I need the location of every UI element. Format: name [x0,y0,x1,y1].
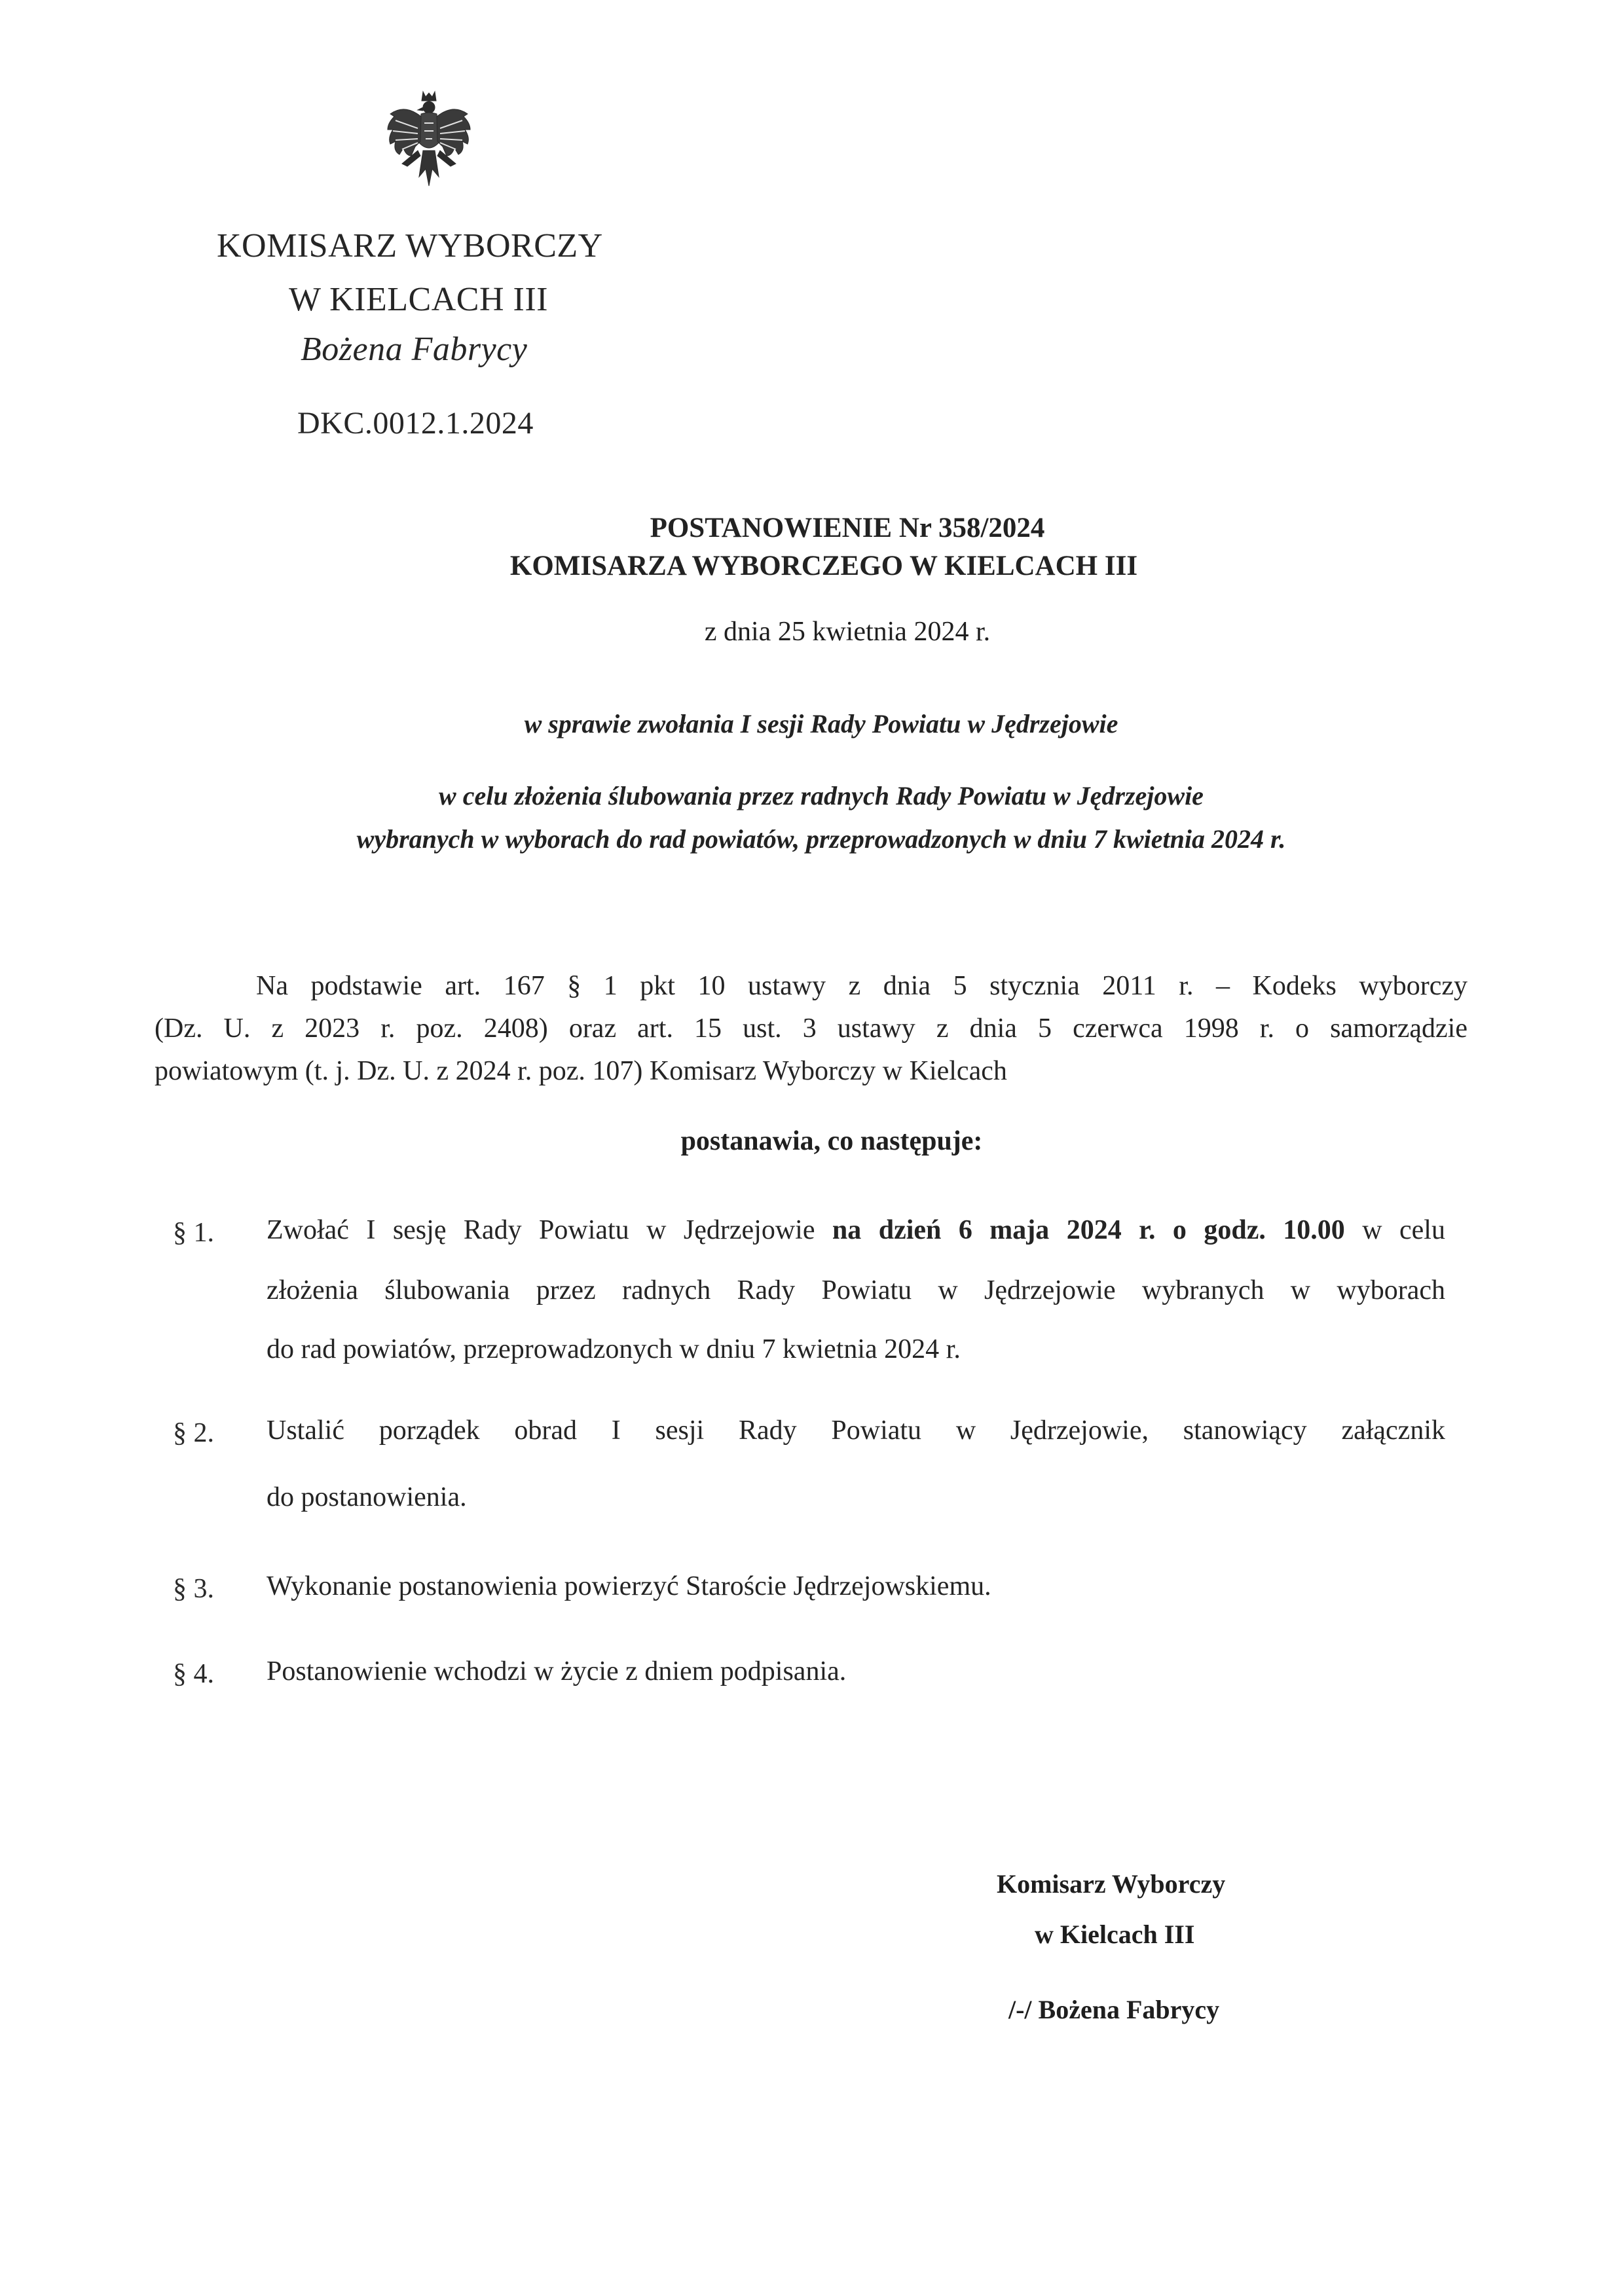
resolution-issuer: KOMISARZA WYBORCZEGO W KIELCACH III [509,551,1138,581]
section-4-number: § 4. [173,1659,214,1689]
section-1-text: Zwołać I sesję Rady Powiatu w Jędrzejowie [267,1215,832,1245]
legal-basis-paragraph [155,965,1467,1093]
legal-basis-line: powiatowym (t. j. Dz. U. z 2024 r. poz. 107) Komisarz Wyborczy w Kielcach [155,1056,1007,1086]
section-1-line-3: do rad powiatów, przeprowadzonych w dniu 7 kwietnia 2024 r. [267,1334,961,1364]
section-4-line-1: Postanowienie wchodzi w życie z dniem podpisania. [267,1656,847,1686]
resolution-date: z dnia 25 kwietnia 2024 r. [704,617,991,647]
legal-basis-line: Na podstawie art. 167 § 1 pkt 10 ustawy z dnia 5 stycznia 2011 r. – Kodeks wyborczy [256,971,1467,1001]
commissioner-name: Bożena Fabrycy [301,331,528,368]
reference-number: DKC.0012.1.2024 [297,406,534,441]
subject-line-1: w sprawie zwołania I sesji Rady Powiatu w Jędrzejowie [524,709,1118,738]
subject-line-2: w celu złożenia ślubowania przez radnych Rady Powiatu w Jędrzejowie [439,781,1204,811]
section-3-line-1: Wykonanie postanowienia powierzyć Staroście Jędrzejowskiemu. [267,1571,991,1601]
authority-name-line-2: W KIELCACH III [289,281,548,318]
legal-basis-line: (Dz. U. z 2023 r. poz. 2408) oraz art. 15 ust. 3 ustawy z dnia 5 czerwca 1998 r. o samorządzie [155,1013,1467,1044]
section-1-line-1 [267,1216,1445,1244]
session-date-time: na dzień 6 maja 2024 r. o godz. 10.00 [832,1215,1345,1245]
section-1-text-end: w celu [1344,1215,1445,1245]
section-3-number: § 3. [173,1574,214,1604]
section-2-line-2: do postanowienia. [267,1482,467,1512]
subject-line-3: wybranych w wyborach do rad powiatów, przeprowadzonych w dniu 7 kwietnia 2024 r. [356,824,1286,854]
polish-eagle-emblem-icon [385,90,473,187]
signature-office: w Kielcach III [1035,1920,1195,1949]
decides-heading: postanawia, co następuje: [680,1126,983,1156]
section-1-number: § 1. [173,1218,214,1248]
authority-name-line-1: KOMISARZ WYBORCZY [217,227,603,264]
signature-name: /-/ Bożena Fabrycy [1008,1995,1220,2024]
signature-title: Komisarz Wyborczy [997,1869,1226,1899]
section-1-line-2: złożenia ślubowania przez radnych Rady Powiatu w Jędrzejowie wybranych w wyborach [267,1275,1445,1305]
section-2-number: § 2. [173,1418,214,1448]
section-2-line-1: Ustalić porządek obrad I sesji Rady Powiatu w Jędrzejowie, stanowiący załącznik [267,1415,1445,1446]
resolution-title: POSTANOWIENIE Nr 358/2024 [650,513,1045,543]
